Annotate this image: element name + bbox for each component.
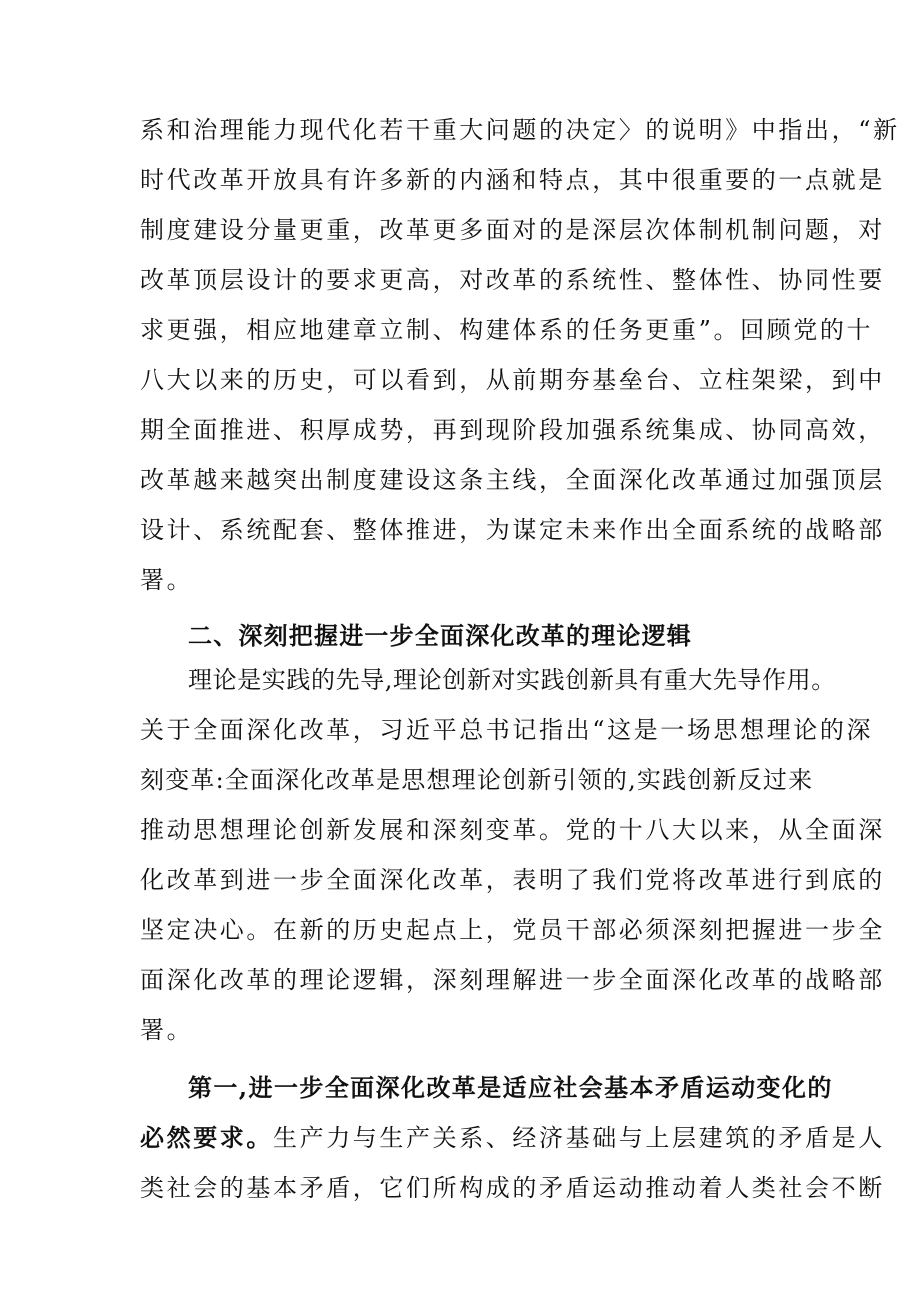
paragraph-3-bold-lead: 必然要求。 (140, 1123, 273, 1152)
paragraph-1-line-10: 署。 (140, 566, 194, 594)
paragraph-1-line-1: 系和治理能力现代化若干重大问题的决定〉的说明》中指出，“新 (140, 116, 900, 144)
paragraph-1-line-7: 期全面推进、积厚成势，再到现阶段加强系统集成、协同高效， (140, 416, 885, 444)
paragraph-3-line-2-rest: 生产力与生产关系、经济基础与上层建筑的矛盾是人 (273, 1124, 885, 1152)
paragraph-2-line-7: 面深化改革的理论逻辑，深刻理解进一步全面深化改革的战略部 (140, 966, 885, 994)
paragraph-1-line-2: 时代改革开放具有许多新的内涵和特点，其中很重要的一点就是 (140, 166, 885, 194)
paragraph-1-line-4: 改革顶层设计的要求更高，对改革的系统性、整体性、协同性要 (140, 266, 885, 294)
paragraph-2-line-4: 推动思想理论创新发展和深刻变革。党的十八大以来，从全面深 (140, 816, 885, 844)
paragraph-2-line-5: 化改革到进一步全面深化改革，表明了我们党将改革进行到底的 (140, 866, 885, 894)
paragraph-2-line-8: 署。 (140, 1016, 194, 1044)
paragraph-1-line-5: 求更强，相应地建章立制、构建体系的任务更重”。回顾党的十 (140, 316, 874, 344)
paragraph-1-line-3: 制度建设分量更重，改革更多面对的是深层次体制机制问题，对 (140, 216, 885, 244)
paragraph-1-line-6: 八大以来的历史，可以看到，从前期夯基垒台、立柱架梁，到中 (140, 366, 885, 394)
section-heading: 二、深刻把握进一步全面深化改革的理论逻辑 (188, 621, 692, 650)
paragraph-2-line-2: 关于全面深化改革，习近平总书记指出“这是一场思想理论的深 (140, 716, 874, 744)
paragraph-3-line-3: 类社会的基本矛盾，它们所构成的矛盾运动推动着人类社会不断 (140, 1174, 885, 1202)
paragraph-1-line-9: 设计、系统配套、整体推进，为谋定未来作出全面系统的战略部 (140, 516, 885, 544)
paragraph-3-line-2 (140, 1122, 885, 1154)
paragraph-2-line-3: 刻变革:全面深化改革是思想理论创新引领的,实践创新反过来 (140, 766, 814, 794)
paragraph-2-line-1: 理论是实践的先导,理论创新对实践创新具有重大先导作用。 (188, 666, 836, 694)
paragraph-2-line-6: 坚定决心。在新的历史起点上，党员干部必须深刻把握进一步全 (140, 916, 885, 944)
paragraph-3-bold-line-1: 第一,进一步全面深化改革是适应社会基本矛盾运动变化的 (188, 1073, 833, 1102)
paragraph-1-line-8: 改革越来越突出制度建设这条主线，全面深化改革通过加强顶层 (140, 466, 885, 494)
